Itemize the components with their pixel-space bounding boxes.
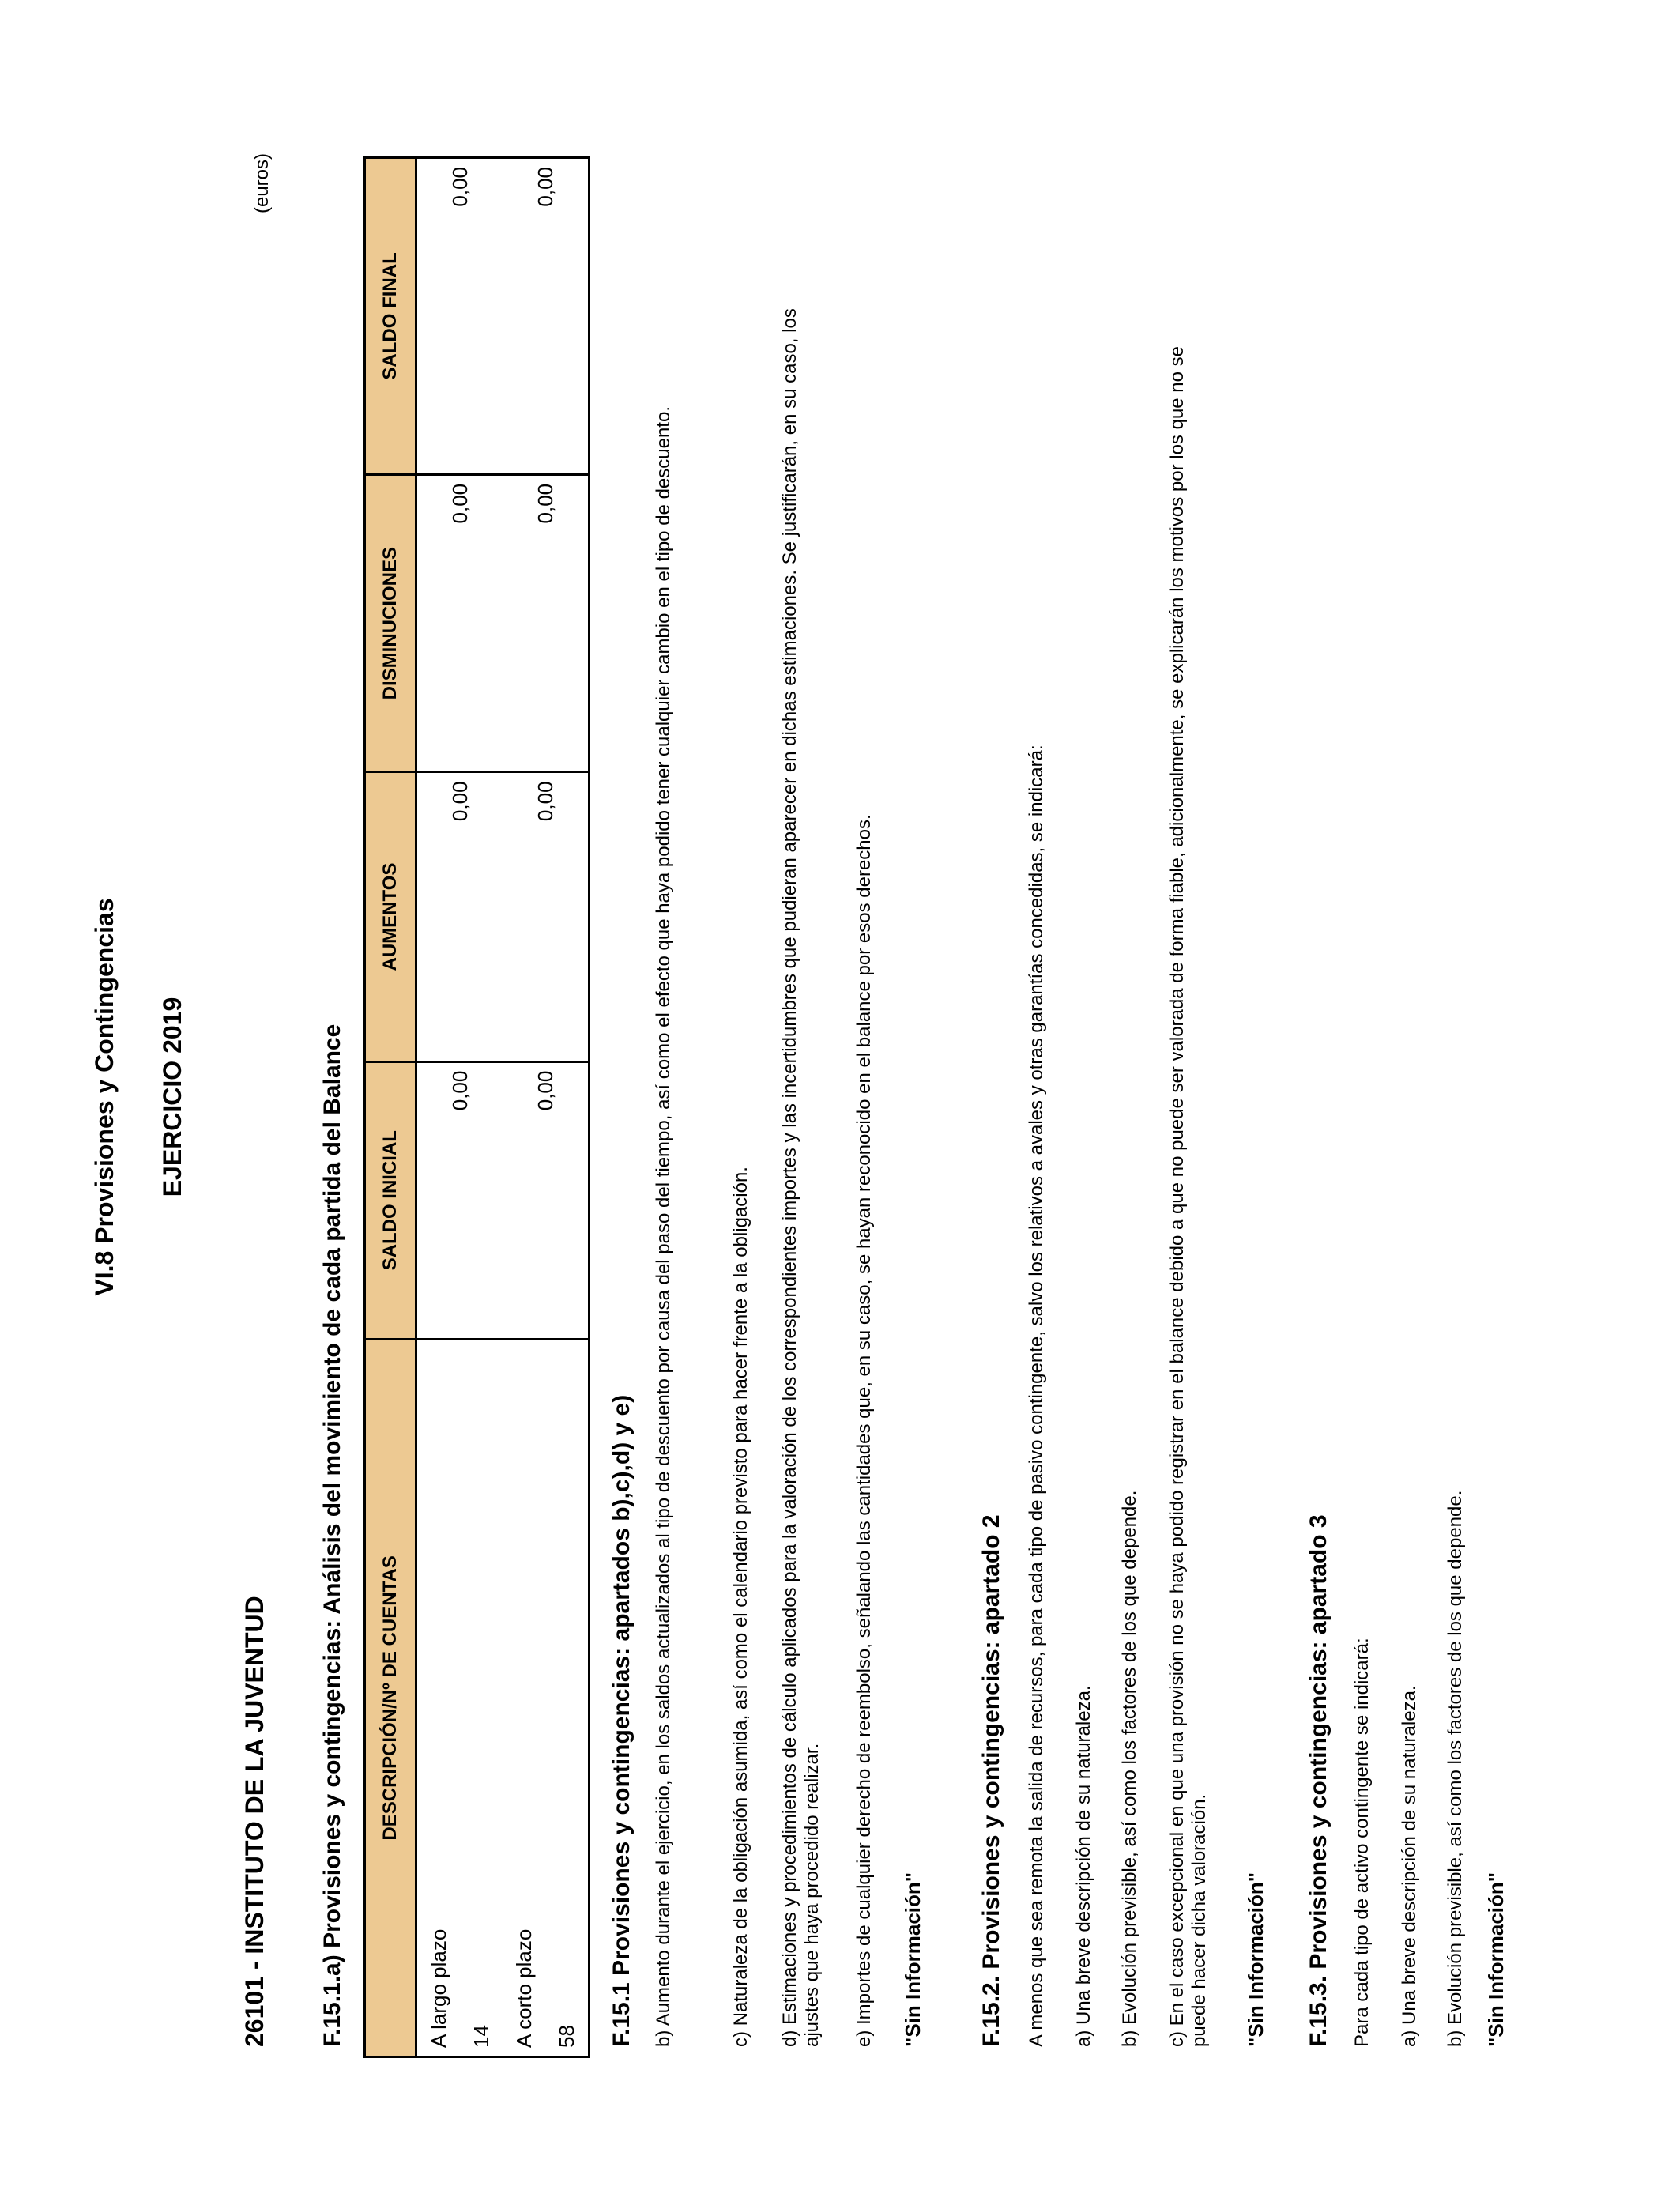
section-b-item-e: e) Importes de cualquier derecho de reembolso, señalando las cantidades que, en su caso, se hayan reconocido en el balance por esos derechos.: [853, 814, 875, 2047]
row-account-number: 58: [545, 1339, 590, 2056]
section-b-heading: F.15.1 Provisiones y contingencias: apartados b),c),d) y e): [608, 1394, 635, 2047]
table-row: [503, 158, 545, 2057]
section-3-intro: Para cada tipo de activo contingente se indicará:: [1351, 1638, 1373, 2047]
document-title: VI.8 Provisiones y Contingencias: [90, 898, 119, 1296]
section-3-heading: F.15.3. Provisiones y contingencias: apartado 3: [1305, 1514, 1332, 2047]
currency-note: (euros): [251, 153, 273, 213]
provisions-movement-table: [363, 156, 590, 2058]
col-header-description: DESCRIPCIÓN/Nº DE CUENTAS: [365, 1339, 416, 2056]
table-header-row: [365, 158, 416, 2057]
section-b-no-info: "Sin Información": [901, 1872, 925, 2047]
section-b-item-d: d) Estimaciones y procedimientos de cálculo aplicados para la valoración de los correspondientes importes y las incertidumbres que pudieran aparecer en dichas estimaciones. Se justificarán, en su caso, los ajustes que haya procedido realizar.: [779, 308, 823, 2047]
fiscal-year: EJERCICIO 2019: [158, 997, 186, 1197]
section-b-item-c: c) Naturaleza de la obligación asumida, así como el calendario previsto para hacer frente a la obligación.: [730, 1167, 751, 2047]
cell-aumentos: 0,00: [416, 772, 503, 1061]
cell-disminuciones: 0,00: [416, 474, 503, 772]
col-header-disminuciones: DISMINUCIONES: [365, 474, 416, 772]
table-row: [416, 158, 461, 2057]
col-header-aumentos: AUMENTOS: [365, 772, 416, 1061]
cell-saldo-inicial: 0,00: [416, 1061, 503, 1339]
cell-disminuciones: 0,00: [503, 474, 590, 772]
section-a-heading: F.15.1.a) Provisiones y contingencias: Análisis del movimiento de cada partida del Balance: [319, 1023, 345, 2047]
cell-aumentos: 0,00: [503, 772, 590, 1061]
col-header-saldo-inicial: SALDO INICIAL: [365, 1061, 416, 1339]
row-description: A corto plazo: [503, 1339, 545, 2056]
section-2-item-a: a) Una breve descripción de su naturaleza.: [1073, 1685, 1094, 2047]
section-3-item-b: b) Evolución previsible, así como los factores de los que depende.: [1445, 1490, 1466, 2047]
section-3-item-a: a) Una breve descripción de su naturaleza.: [1399, 1685, 1420, 2047]
cell-saldo-final: 0,00: [416, 158, 503, 475]
entity-name: 26101 - INSTITUTO DE LA JUVENTUD: [240, 1596, 269, 2047]
section-3-no-info: "Sin Información": [1484, 1872, 1508, 2047]
cell-saldo-final: 0,00: [503, 158, 590, 475]
row-description: A largo plazo: [416, 1339, 461, 2056]
row-account-number: 14: [460, 1339, 503, 2056]
section-2-intro: A menos que sea remota la salida de recursos, para cada tipo de pasivo contingente, salvo los relativos a avales y otras garantías concedidas, se indicará:: [1026, 745, 1047, 2047]
section-2-item-c: c) En el caso excepcional en que una provisión no se haya podido registrar en el balance debido a que no puede ser valorada de forma fiable, adicionalmente, se explicarán los motivos por los que no se puede hacer dicha valoración.: [1166, 345, 1210, 2047]
cell-saldo-inicial: 0,00: [503, 1061, 590, 1339]
section-2-item-b: b) Evolución previsible, así como los factores de los que depende.: [1119, 1490, 1140, 2047]
section-b-item-b: b) Aumento durante el ejercicio, en los saldos actualizados al tipo de descuento por causa del paso del tiempo, así como el efecto que haya podido tener cualquier cambio en el tipo de descuento.: [653, 406, 674, 2047]
col-header-saldo-final: SALDO FINAL: [365, 158, 416, 475]
section-2-no-info: "Sin Información": [1244, 1872, 1268, 2047]
section-2-heading: F.15.2. Provisiones y contingencias: apartado 2: [978, 1514, 1004, 2047]
